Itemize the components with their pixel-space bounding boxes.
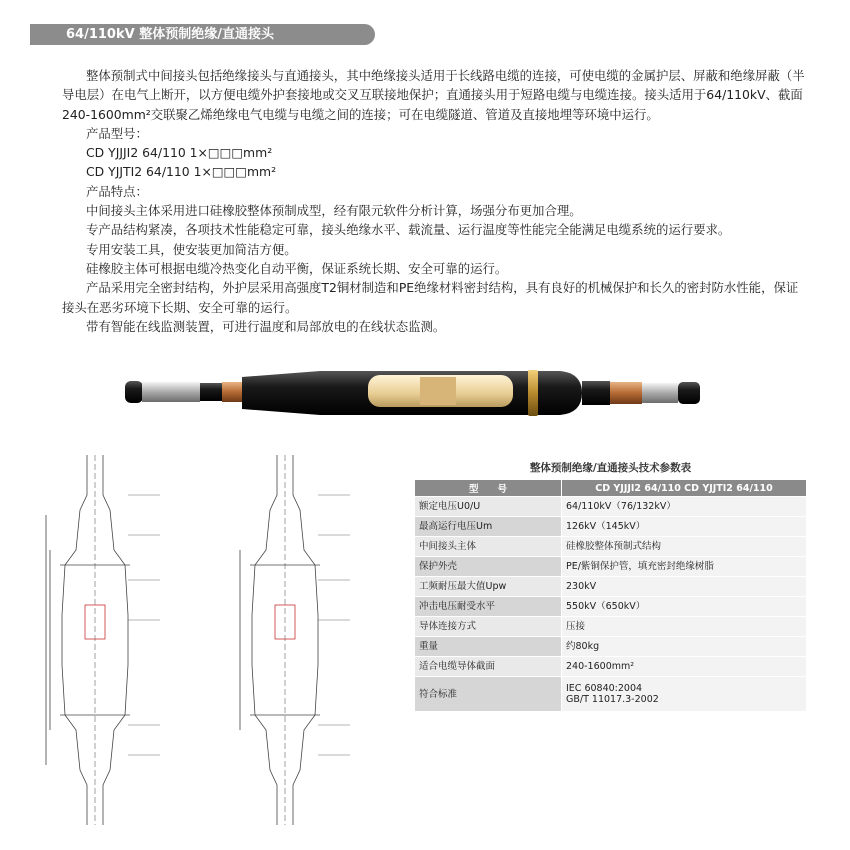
technical-drawing — [40, 455, 400, 825]
drawing-left — [46, 455, 160, 825]
table-row — [415, 537, 807, 557]
row-value: 230kV — [562, 577, 807, 597]
row-value: 550kV（650kV） — [562, 597, 807, 617]
features-heading: 产品特点： — [86, 183, 148, 199]
feature-1: 中间接头主体采用进口硅橡胶整体预制成型，经有限元软件分析计算，场强分布更加合理。 — [86, 203, 582, 219]
table-row — [415, 557, 807, 577]
feature-2: 专产品结构紧凑，各项技术性能稳定可靠，接头绝缘水平、载流量、运行温度等性能完全能满足电缆系统的运行要求。 — [86, 222, 731, 238]
spec-table-title: 整体预制绝缘/直通接头技术参数表 — [529, 462, 692, 474]
feature-6: 带有智能在线监测装置，可进行温度和局部放电的在线状态监测。 — [86, 318, 446, 334]
row-label: 最高运行电压Um — [415, 517, 562, 537]
table-row — [415, 657, 807, 677]
section-title-bar — [30, 24, 375, 45]
left-copper-conductor — [222, 382, 242, 402]
left-cable-end — [125, 381, 143, 403]
header-types: CD YJJJI2 64/110 CD YJJTI2 64/110 — [562, 480, 807, 497]
row-label: 工频耐压最大值Upw — [415, 577, 562, 597]
row-value: 64/110kV（76/132kV） — [562, 497, 807, 517]
row-label: 额定电压U0/U — [415, 497, 562, 517]
model-line-1: CD YJJJI2 64/110 1×□□□mm² — [86, 145, 273, 161]
row-value: PE/紫铜保护管，填充密封绝缘树脂 — [562, 557, 807, 577]
row-label: 导体连接方式 — [415, 617, 562, 637]
standard-gb: GB/T 11017.3-2002 — [566, 694, 659, 705]
row-label: 中间接头主体 — [415, 537, 562, 557]
table-row — [415, 597, 807, 617]
row-label: 冲击电压耐受水平 — [415, 597, 562, 617]
header-model: 型 号 — [415, 480, 562, 497]
row-label: 保护外壳 — [415, 557, 562, 577]
feature-5: 产品采用完全密封结构，外护层采用高强度T2铜材制造和PE绝缘材料密封结构，具有良好的机械保护和长久的密封防水性能，保证接头在恶劣环境下长期、安全可靠的运行。 — [62, 280, 799, 315]
feature-4: 硅橡胶主体可根据电缆冷热变化自动平衡，保证系统长期、安全可靠的运行。 — [86, 260, 508, 276]
table-row — [415, 677, 807, 712]
table-row — [415, 637, 807, 657]
row-value: 硅橡胶整体预制式结构 — [562, 537, 807, 557]
feature-3: 专用安装工具，使安装更加简洁方便。 — [86, 241, 297, 257]
left-metal-sleeve — [142, 382, 200, 402]
table-row — [415, 497, 807, 517]
row-value — [562, 677, 807, 712]
intro-text — [62, 66, 810, 336]
row-label: 重量 — [415, 637, 562, 657]
standard-iec: IEC 60840:2004 — [566, 683, 643, 694]
brass-ring — [528, 370, 538, 416]
table-row — [415, 577, 807, 597]
right-cable-sheath — [582, 381, 610, 405]
models-heading: 产品型号： — [86, 125, 148, 141]
row-value: 240-1600mm² — [562, 657, 807, 677]
drawing-right — [240, 455, 350, 825]
row-value: 约80kg — [562, 637, 807, 657]
right-copper-conductor — [610, 382, 642, 404]
spec-table — [414, 479, 807, 712]
left-cable-sheath — [200, 383, 222, 401]
row-value: 126kV（145kV） — [562, 517, 807, 537]
table-row — [415, 617, 807, 637]
section-title: 64/110kV 整体预制绝缘/直通接头 — [66, 27, 274, 42]
row-label: 适合电缆导体截面 — [415, 657, 562, 677]
right-cable-end — [678, 382, 700, 404]
spec-table-header — [415, 480, 807, 497]
row-label: 符合标准 — [415, 677, 562, 712]
cable-joint-photo — [120, 363, 720, 423]
right-metal-sleeve — [642, 383, 678, 403]
table-row — [415, 517, 807, 537]
intro-paragraph: 整体预制式中间接头包括绝缘接头与直通接头，其中绝缘接头适用于长线路电缆的连接，可使电缆的金属护层、屏蔽和绝缘屏蔽（半导电层）在电气上断开，以方便电缆外护套接地或交叉互联接地保护；直通接头用于短路电缆与电缆连接。接头适用于64/110kV、截面240-1600mm²交联聚乙烯绝缘电气电缆与电缆之间的连接；可在电缆隧道、管道及直接地埋等环境中运行。 — [62, 68, 805, 122]
row-value: 压接 — [562, 617, 807, 637]
model-line-2: CD YJJTI2 64/110 1×□□□mm² — [86, 164, 277, 180]
joint-core — [420, 377, 456, 405]
